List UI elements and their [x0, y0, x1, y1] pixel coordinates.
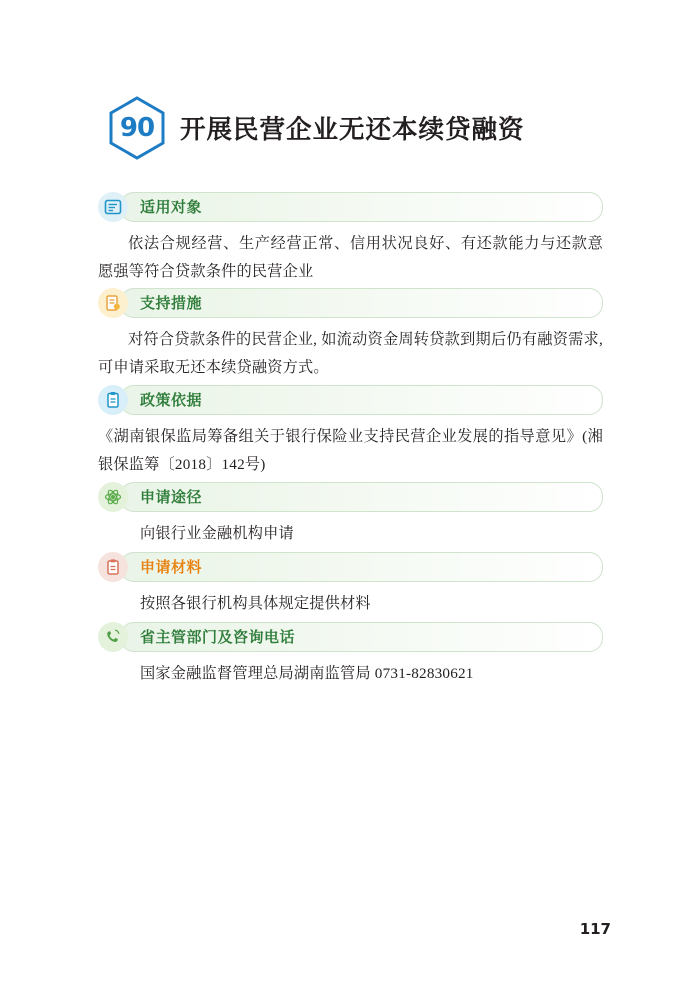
clipboard-materials-icon: [98, 552, 128, 582]
page-title: 开展民营企业无还本续贷融资: [180, 115, 525, 145]
section-application-channel: [98, 482, 603, 548]
section-body: 依法合规经营、生产经营正常、信用状况良好、有还款能力与还款意愿强等符合贷款条件的民营企业: [98, 235, 603, 280]
section-header: [98, 192, 603, 222]
section-header: [98, 385, 603, 415]
section-number: 90: [119, 113, 155, 143]
section-body: 向银行业金融机构申请: [140, 525, 294, 542]
section-authority-and-phone: [98, 622, 603, 688]
section-header: [98, 288, 603, 318]
section-header: [98, 482, 603, 512]
document-list-icon: [98, 192, 128, 222]
section-body: 对符合贷款条件的民营企业, 如流动资金周转贷款到期后仍有融资需求, 可申请采取无还本续贷融资方式。: [98, 331, 603, 376]
section-label: 申请途径: [140, 488, 203, 506]
section-label: 政策依据: [140, 391, 203, 409]
section-label: 申请材料: [140, 558, 203, 576]
section-body: 按照各银行机构具体规定提供材料: [140, 595, 371, 612]
section-label: 支持措施: [140, 294, 203, 312]
section-header: [98, 622, 603, 652]
section-application-materials: [98, 552, 603, 618]
section-support-measures: [98, 288, 603, 382]
page-number: 117: [579, 920, 611, 938]
page-title-row: [108, 98, 525, 158]
section-label: 适用对象: [140, 198, 203, 216]
section-policy-basis: [98, 385, 603, 479]
section-body: 国家金融监督管理总局湖南监管局 0731-82830621: [140, 665, 474, 682]
section-label: 省主管部门及咨询电话: [140, 628, 296, 646]
phone-ring-icon: [98, 622, 128, 652]
clipboard-icon: [98, 385, 128, 415]
note-pen-icon: [98, 288, 128, 318]
section-applicable-targets: [98, 192, 603, 286]
section-header: [98, 552, 603, 582]
hexagon-badge: [108, 96, 166, 160]
section-body: 《湖南银保监局筹备组关于银行保险业支持民营企业发展的指导意见》(湘银保监筹〔2018〕142号): [98, 428, 603, 473]
atom-idea-icon: [98, 482, 128, 512]
